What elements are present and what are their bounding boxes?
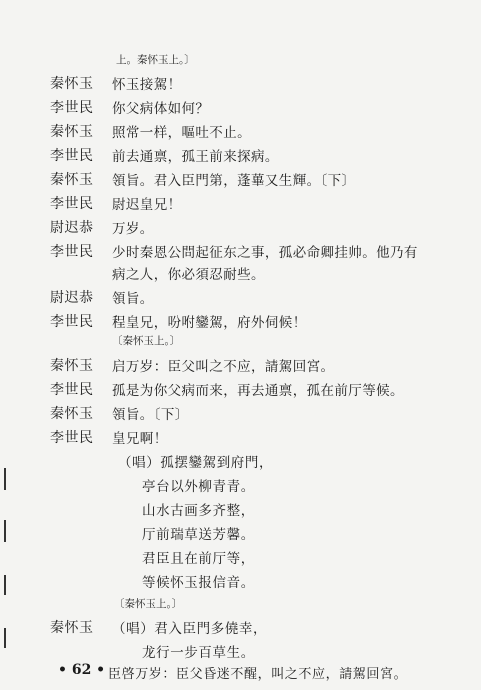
speaker: 秦怀玉 xyxy=(50,172,94,188)
speaker: 李世民 xyxy=(50,430,94,446)
speech: 程皇兄，吩咐鑾駕，府外伺候！ xyxy=(112,315,307,331)
verse-line: （唱）君入臣門多僥幸， xyxy=(112,621,268,637)
speaker: 秦怀玉 xyxy=(50,124,94,140)
speaker: 尉迟恭 xyxy=(50,220,94,236)
verse-line: 君臣且在前厅等， xyxy=(142,551,255,567)
speaker: 李世民 xyxy=(50,382,94,398)
speech: 少时秦恩公問起征东之事，孤必命卿挂帅。他乃有 xyxy=(112,245,418,261)
verse-line: 亭台以外柳青青。 xyxy=(142,479,255,495)
speech: 怀玉接駕！ xyxy=(112,77,182,93)
speaker: 秦怀玉 xyxy=(50,620,94,636)
page-number: • 62 • xyxy=(58,662,106,678)
speech: 孤是为你父病而来，再去通禀，孤在前厅等候。 xyxy=(112,383,404,399)
page-number-value: 62 xyxy=(71,662,92,678)
speech: 領旨。〔下〕 xyxy=(112,407,189,423)
stage-direction: 上。秦怀玉上。〕 xyxy=(116,54,195,66)
speaker: 李世民 xyxy=(50,314,94,330)
speech: 你父病体如何？ xyxy=(112,101,210,117)
speaker: 尉迟恭 xyxy=(50,290,94,306)
speaker: 秦怀玉 xyxy=(50,76,94,92)
speaker: 李世民 xyxy=(50,148,94,164)
verse-line: 龙行一步百草生。 xyxy=(142,645,255,661)
stage-direction: 〔秦怀玉上。〕 xyxy=(112,335,181,347)
speech: 領旨。君入臣門第，蓬蓽又生輝。〔下〕 xyxy=(112,173,356,189)
speaker: 李世民 xyxy=(50,244,94,260)
speaker: 秦怀玉 xyxy=(50,358,94,374)
verse-line: 山水古画多齐整， xyxy=(142,503,255,519)
margin-mark xyxy=(4,628,6,648)
margin-mark xyxy=(4,520,6,542)
verse-line: （唱）孤摆鑾駕到府門， xyxy=(118,455,274,471)
speech: 臣啓万岁：臣父昏迷不醒，叫之不应，請駕回宮。 xyxy=(108,667,408,682)
speaker: 李世民 xyxy=(50,196,94,212)
speech: 病之人，你必須忍耐些。 xyxy=(112,267,265,283)
stage-direction: 〔秦怀玉上。〕 xyxy=(114,598,183,610)
speaker: 李世民 xyxy=(50,100,94,116)
speech: 尉迟皇兄！ xyxy=(112,197,182,213)
speaker: 秦怀玉 xyxy=(50,406,94,422)
speech: 照常一样，嘔吐不止。 xyxy=(112,125,251,141)
verse-line: 厅前瑞草送芳馨。 xyxy=(142,527,255,543)
margin-mark xyxy=(4,575,6,595)
speech: 启万岁：臣父叫之不应，請駕回宮。 xyxy=(112,359,335,375)
margin-mark xyxy=(4,468,6,490)
speech: 前去通禀，孤王前来探病。 xyxy=(112,149,279,165)
speech: 領旨。 xyxy=(112,291,154,307)
speech: 万岁。 xyxy=(112,221,154,237)
speech: 皇兄啊！ xyxy=(112,431,168,447)
verse-line: 等候怀玉报信音。 xyxy=(142,575,255,591)
